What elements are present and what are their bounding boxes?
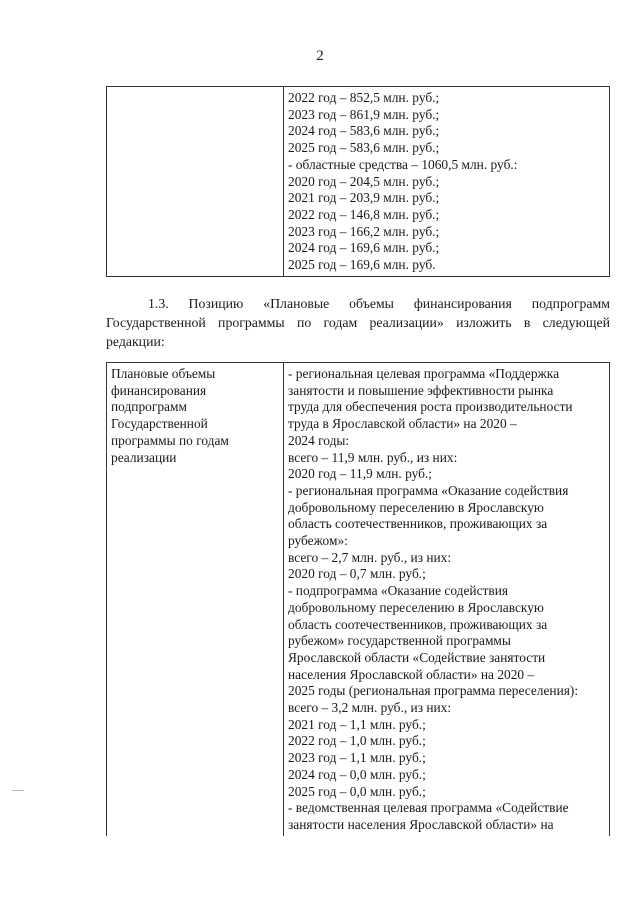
table-line: добровольному переселению в Ярославскую: [288, 499, 544, 515]
subprogram-funding-table: [106, 362, 610, 836]
table-line: - региональная целевая программа «Поддержка: [288, 366, 560, 381]
table-line: - региональная программа «Оказание содействия: [288, 482, 569, 498]
table-line: Ярославской области «Содействие занятости: [288, 649, 546, 665]
paragraph-line: 1.3. Позицию «Плановые объемы финансирования подпрограмм: [148, 296, 610, 311]
table-line: Государственной: [111, 416, 208, 432]
table-row: [107, 87, 610, 277]
table-line: 2024 год – 583,6 млн. руб.;: [288, 123, 440, 139]
funding-table-continued: [106, 86, 610, 277]
table-line: труда в Ярославской области» на 2020 –: [288, 416, 517, 432]
table-line: всего – 3,2 млн. руб., из них:: [288, 700, 452, 716]
table-line: занятости и повышение эффективности рынка: [288, 382, 554, 398]
table-line: 2023 год – 1,1 млн. руб.;: [288, 750, 426, 766]
table-line: 2025 годы (региональная программа переселения):: [288, 683, 579, 699]
table-line: 2025 год – 583,6 млн. руб.;: [288, 140, 440, 156]
amendment-paragraph: [106, 294, 610, 351]
table-row: [107, 363, 610, 836]
table-line: населения Ярославской области» на 2020 –: [288, 666, 535, 682]
page-number: 2: [316, 48, 324, 64]
table-line: подпрограмм: [111, 399, 187, 415]
table-line: 2022 год – 146,8 млн. руб.;: [288, 206, 440, 222]
table-line: занятости населения Ярославской области» на: [288, 816, 554, 832]
table-cell-subprogram-amounts: [284, 363, 610, 836]
table-line: - областные средства – 1060,5 млн. руб.:: [288, 156, 518, 172]
table-line: - ведомственная целевая программа «Содействие: [288, 800, 569, 816]
paragraph-line: Государственной программы по годам реализации» изложить в следующей: [106, 315, 610, 330]
table-line: 2021 год – 203,9 млн. руб.;: [288, 190, 440, 206]
table-cell-position-name: [107, 363, 284, 836]
table-line: 2024 год – 169,6 млн. руб.;: [288, 240, 440, 256]
table-line: финансирования: [111, 382, 207, 398]
table-line: 2024 годы:: [288, 432, 350, 448]
table-line: реализации: [111, 449, 177, 465]
table-line: всего – 2,7 млн. руб., из них:: [288, 549, 452, 565]
table-line: область соотечественников, проживающих за: [288, 516, 548, 532]
table-line: рубежом»:: [288, 533, 348, 549]
table-line: программы по годам: [111, 432, 229, 448]
table-line: 2024 год – 0,0 млн. руб.;: [288, 766, 426, 782]
scan-artifact: [12, 790, 24, 791]
table-line: 2025 год – 169,6 млн. руб.: [288, 257, 436, 273]
table-line: 2020 год – 11,9 млн. руб.;: [288, 466, 433, 482]
table-line: всего – 11,9 млн. руб., из них:: [288, 449, 458, 465]
paragraph-line: редакции:: [106, 334, 165, 349]
table-line: 2021 год – 1,1 млн. руб.;: [288, 716, 426, 732]
table-line: труда для обеспечения роста производительности: [288, 399, 573, 415]
table-line: 2023 год – 166,2 млн. руб.;: [288, 223, 440, 239]
table-line: 2020 год – 0,7 млн. руб.;: [288, 566, 426, 582]
table-line: 2022 год – 1,0 млн. руб.;: [288, 733, 426, 749]
table-line: 2020 год – 204,5 млн. руб.;: [288, 173, 440, 189]
table-line: рубежом» государственной программы: [288, 633, 511, 649]
table-line: Плановые объемы: [111, 366, 216, 381]
table-line: область соотечественников, проживающих за: [288, 616, 548, 632]
table-line: 2023 год – 861,9 млн. руб.;: [288, 106, 440, 122]
table-cell-empty: [107, 87, 284, 277]
table-line: добровольному переселению в Ярославскую: [288, 599, 544, 615]
table-line: 2022 год – 852,5 млн. руб.;: [288, 90, 440, 105]
table-cell-funding-years: [284, 87, 610, 277]
table-line: - подпрограмма «Оказание содействия: [288, 583, 509, 599]
table-line: 2025 год – 0,0 млн. руб.;: [288, 783, 426, 799]
